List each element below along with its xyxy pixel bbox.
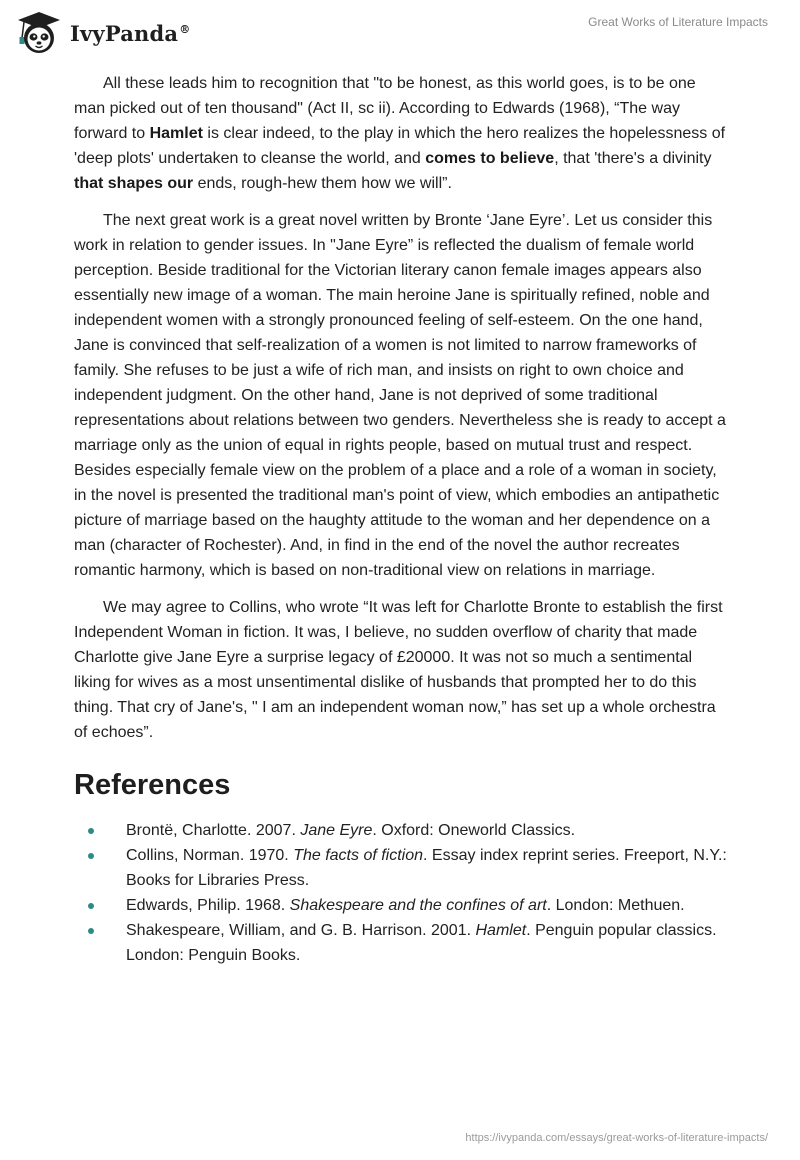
article-body xyxy=(74,71,729,968)
registered-mark: ® xyxy=(179,22,191,36)
bullet-icon xyxy=(88,853,94,859)
reference-item: Shakespeare, William, and G. B. Harrison. 2001. Hamlet. Penguin popular classics. London: Penguin Books. xyxy=(74,918,729,968)
panda-logo-icon xyxy=(16,10,62,56)
bullet-icon xyxy=(88,903,94,909)
bullet-icon xyxy=(88,828,94,834)
logo-text: IvyPanda® xyxy=(70,20,191,46)
source-url-link[interactable]: https://ivypanda.com/essays/great-works-of-literature-impacts/ xyxy=(465,1132,768,1144)
reference-item: Collins, Norman. 1970. The facts of fiction. Essay index reprint series. Freeport, N.Y.: Books for Libraries Press. xyxy=(74,843,729,893)
paragraph-jane-eyre: The next great work is a great novel written by Bronte ‘Jane Eyre’. Let us consider this work in relation to gender issues. In "Jane Eyre” is reflected the dualism of female world perception. Beside traditional for the Victorian literary canon female images appears also essentially new image of a woman. The main heroine Jane is spiritually refined, noble and independent women with a strongly pronounced feeling of self-esteem. On the one hand, Jane is convinced that self-realization of a women is not limited to narrow frameworks of family. She refuses to be just a wife of rich man, and insists on right to own choice and independent judgment. On the other hand, Jane is not deprived of some traditional representations about relations between two genders. Nevertheless she is ready to accept a marriage only as the union of equal in rights people, based on mutual trust and respect. Besides especially female view on the problem of a place and a role of a woman in society, in the novel is presented the traditional man's point of view, which embodies an antipathetic picture of marriage based on the haughty attitude to the woman and her dependence on a man (character of Rochester). And, in find in the end of the novel the author recreates romantic harmony, which is based on non-traditional view on relations in marriage. xyxy=(74,212,726,579)
reference-item: Brontë, Charlotte. 2007. Jane Eyre. Oxford: Oneworld Classics. xyxy=(74,818,729,843)
bold-comes-to-believe: comes to believe xyxy=(425,150,555,167)
reference-item: Edwards, Philip. 1968. Shakespeare and the confines of art. London: Methuen. xyxy=(74,893,729,918)
references-heading: References xyxy=(74,769,231,801)
bold-hamlet: Hamlet xyxy=(149,125,203,142)
page-title: Great Works of Literature Impacts xyxy=(588,15,768,29)
logo[interactable] xyxy=(16,10,190,56)
bullet-icon xyxy=(88,928,94,934)
references-list xyxy=(74,818,729,968)
bold-that-shapes-our: that shapes our xyxy=(74,175,194,192)
paragraph-hamlet: All these leads him to recognition that "to be honest, as this world goes, is to be one man picked out of ten thousand" (Act II, sc ii). According to Edwards (1968), “The way forward to Hamlet is clear indeed, to the play in which the hero realizes the hopelessness of 'deep plots' undertaken to cleanse the world, and comes to believe, that 'there's a divinity that shapes our ends, rough-hew them how we will”. xyxy=(74,75,726,192)
paragraph-collins: We may agree to Collins, who wrote “It was left for Charlotte Bronte to establish the first Independent Woman in fiction. It was, I believe, no sudden overflow of charity that made Charlotte give Jane Eyre a surprise legacy of £20000. It was not so much a sentimental liking for wives as a most unsentimental dislike of husbands that prompted her to do this thing. That cry of Jane's, " I am an independent woman now,” has set up a whole orchestra of echoes”. xyxy=(74,599,723,741)
